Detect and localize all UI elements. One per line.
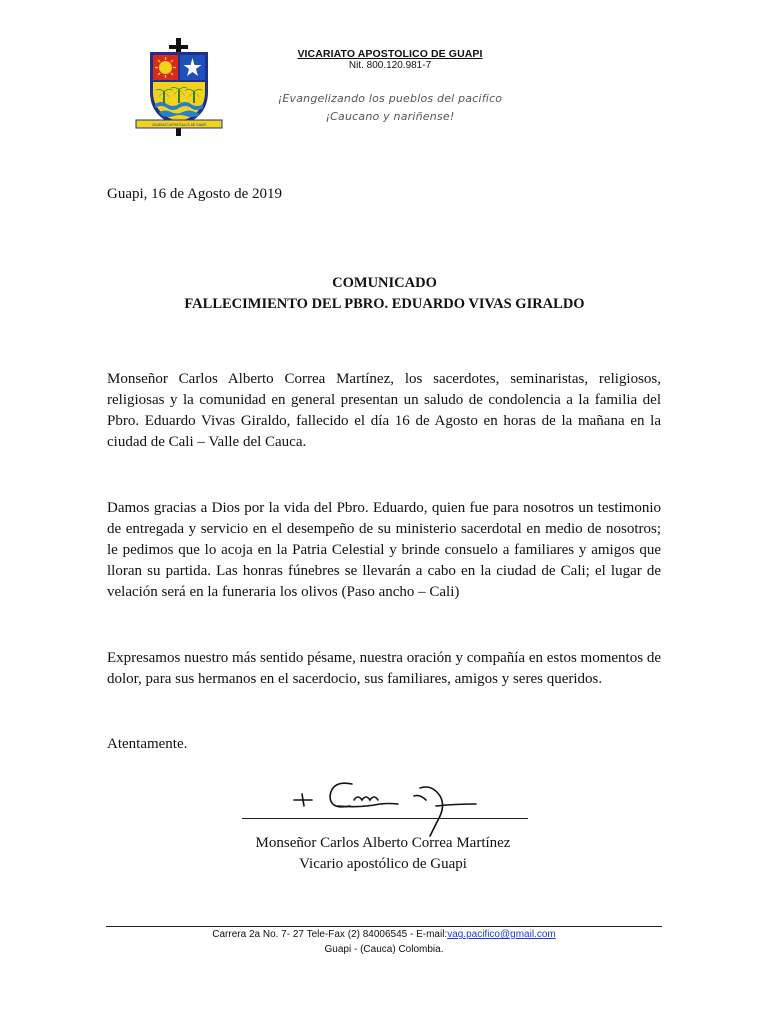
organization-name: VICARIATO APOSTOLICO DE GUAPI (297, 48, 483, 60)
footer-divider (106, 926, 662, 927)
paragraph-sympathy: Expresamos nuestro más sentido pésame, nuestra oración y compañía en estos momentos de dolor, para sus hermanos en el sacerdocio, sus familiares, amigos y seres queridos. (107, 650, 661, 687)
footer-city: Guapi - (Cauca) Colombia. (324, 944, 444, 955)
paragraph-condolence: Monseñor Carlos Alberto Correa Martínez, los sacerdotes, seminaristas, religiosos, religiosas y la comunidad en general presentan un saludo de condolencia a la familia del Pbro. Eduardo Vivas Giraldo, fallecido el día 16 de Agosto en horas de la mañana en la ciudad de Cali – Valle del Cauca. (107, 371, 661, 450)
handwritten-signature (280, 770, 490, 840)
footer-email-link[interactable]: vag.pacifico@gmail.com (447, 929, 556, 940)
svg-text:VICARIATO APOSTOLICO DE GUAPI: VICARIATO APOSTOLICO DE GUAPI (151, 123, 207, 127)
signature-line (242, 818, 528, 819)
signer-role: Vicario apostólico de Guapi (299, 856, 467, 872)
vicariate-coat-of-arms-logo (132, 38, 226, 138)
signer-name: Monseñor Carlos Alberto Correa Martínez (255, 835, 511, 851)
motto-line-1: ¡Evangelizando los pueblos del pacifico (277, 92, 503, 105)
letter-date: Guapi, 16 de Agosto de 2019 (107, 186, 282, 202)
tax-id-number: Nit. 800.120.981-7 (348, 60, 432, 71)
document-subtitle: FALLECIMIENTO DEL PBRO. EDUARDO VIVAS GIRALDO (184, 296, 585, 312)
motto-line-2: ¡Caucano y nariñense! (325, 110, 455, 123)
paragraph-gratitude: Damos gracias a Dios por la vida del Pbro. Eduardo, quien fue para nosotros un testimonio de entregada y servicio en el desempeño de su ministerio sacerdotal en medio de nosotros; le pedimos que lo acoja en la Patria Celestial y brinde consuelo a familiares y amigos que lloran su partida. Las honras fúnebres se llevarán a cabo en la ciudad de Cali; el lugar de velación será en la funeraria los olivos (Paso ancho – Cali) (107, 500, 661, 600)
document-title: COMUNICADO (332, 275, 437, 291)
footer-address: Carrera 2a No. 7- 27 Tele-Fax (2) 84006545 - E-mail: (212, 929, 448, 940)
closing-salutation: Atentamente. (107, 736, 188, 752)
footer-contact (106, 929, 662, 940)
